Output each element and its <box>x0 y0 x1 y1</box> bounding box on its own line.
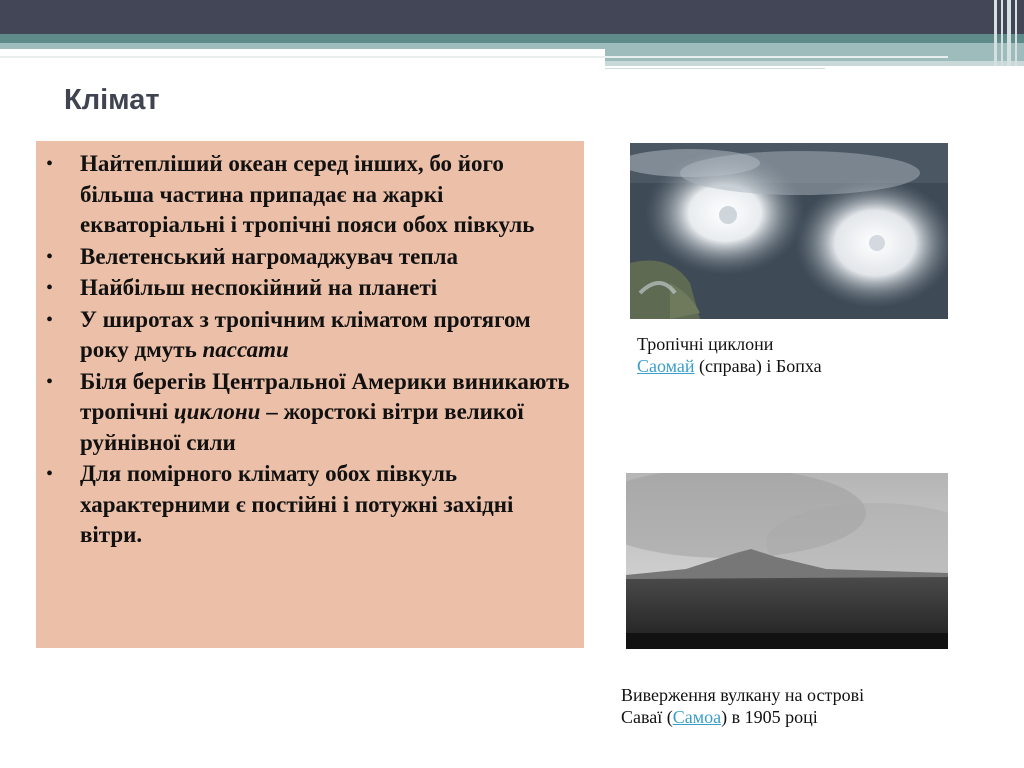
bullet-item: • Біля берегів Центральної Америки виникають тропічні циклони – жорстокі вітри великої руйнівної сили <box>36 367 570 459</box>
bullet-item: • Для помірного клімату обох півкуль характерними є постійні і потужні західні вітри. <box>36 459 570 551</box>
bullet-item: • Найбільш неспокійний на планеті <box>36 273 570 304</box>
bullet-item: • Найтепліший океан серед інших, бо його більша частина припадає на жаркі екваторіальні і тропічні пояси обох півкуль <box>36 149 570 241</box>
volcano-eruption-image <box>626 473 948 649</box>
cyclones-satellite-image <box>630 143 948 319</box>
header-thin-line-2 <box>605 68 825 69</box>
top-bar <box>0 0 1024 34</box>
header-stripe-right <box>605 49 1024 61</box>
bullet-list <box>36 149 570 551</box>
volcano-caption: Виверження вулкану на острові Саваї (Самоа) в 1905 році <box>621 685 865 727</box>
header-stripe <box>0 34 1024 43</box>
saomai-link[interactable]: Саомай <box>637 356 695 376</box>
header-thin-line <box>0 56 948 58</box>
samoa-link[interactable]: Самоа <box>672 707 722 727</box>
cyclones-caption: Тропічні циклони Саомай (справа) і Бопха <box>637 334 822 376</box>
corner-stripes <box>990 0 1024 66</box>
term-passaty: пассати <box>202 337 289 362</box>
bullet-box <box>36 141 584 648</box>
term-tsyklony: циклони <box>173 399 261 424</box>
bullet-item: • У широтах з тропічним кліматом протягом року дмуть пассати <box>36 305 570 366</box>
header-stripe-right-light <box>605 61 1024 66</box>
slide-title: Клімат <box>64 84 160 116</box>
bullet-item: • Велетенський нагромаджувач тепла <box>36 242 570 273</box>
